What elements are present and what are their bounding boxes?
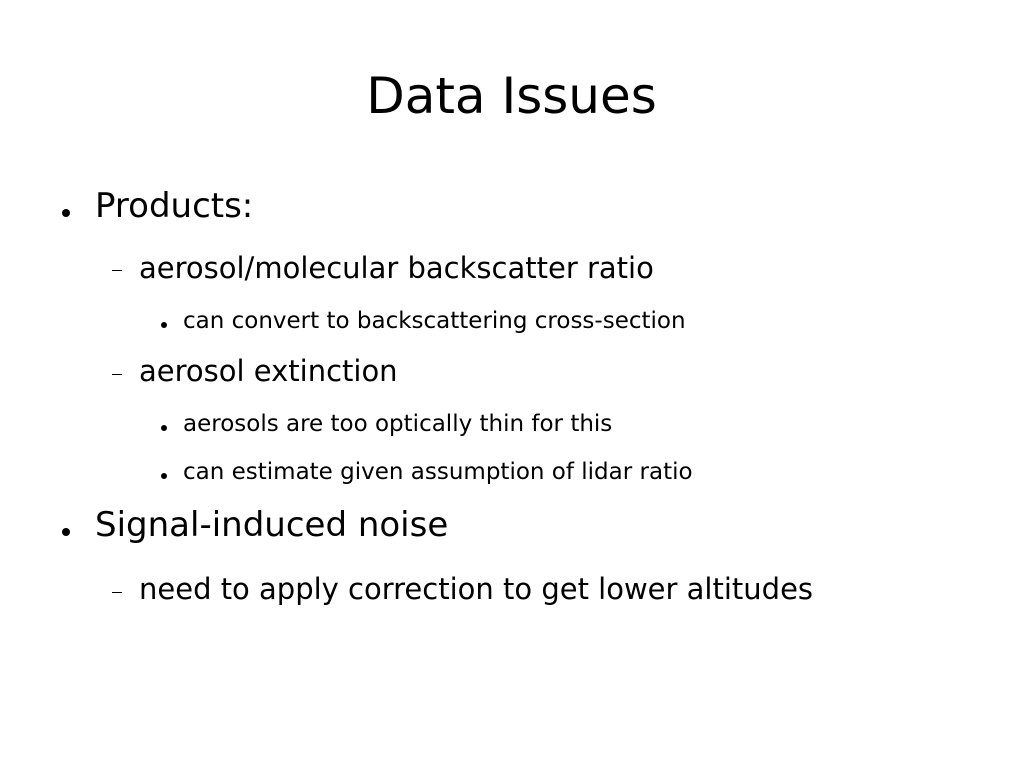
bullet-icon — [62, 528, 70, 536]
bullet-icon — [161, 322, 167, 328]
sub-sub-item-optically-thin: aerosols are too optically thin for this — [183, 411, 613, 437]
sub-sub-item-cross-section: can convert to backscattering cross-section — [183, 308, 686, 334]
bullet-icon — [161, 473, 167, 479]
dash-icon — [112, 374, 122, 375]
sub-sub-item-lidar-ratio: can estimate given assumption of lidar ratio — [183, 459, 693, 485]
sub-item-backscatter-ratio: aerosol/molecular backscatter ratio — [139, 251, 654, 285]
slide-title: Data Issues — [366, 67, 657, 125]
sub-item-aerosol-extinction: aerosol extinction — [139, 354, 398, 388]
bullet-icon — [62, 209, 70, 217]
dash-icon — [112, 592, 122, 593]
dash-icon — [112, 270, 122, 271]
bullet-icon — [161, 425, 167, 431]
sub-item-apply-correction: need to apply correction to get lower altitudes — [139, 572, 814, 606]
bullet-item-products: Products: — [95, 186, 254, 226]
bullet-item-signal-noise: Signal-induced noise — [95, 505, 449, 545]
